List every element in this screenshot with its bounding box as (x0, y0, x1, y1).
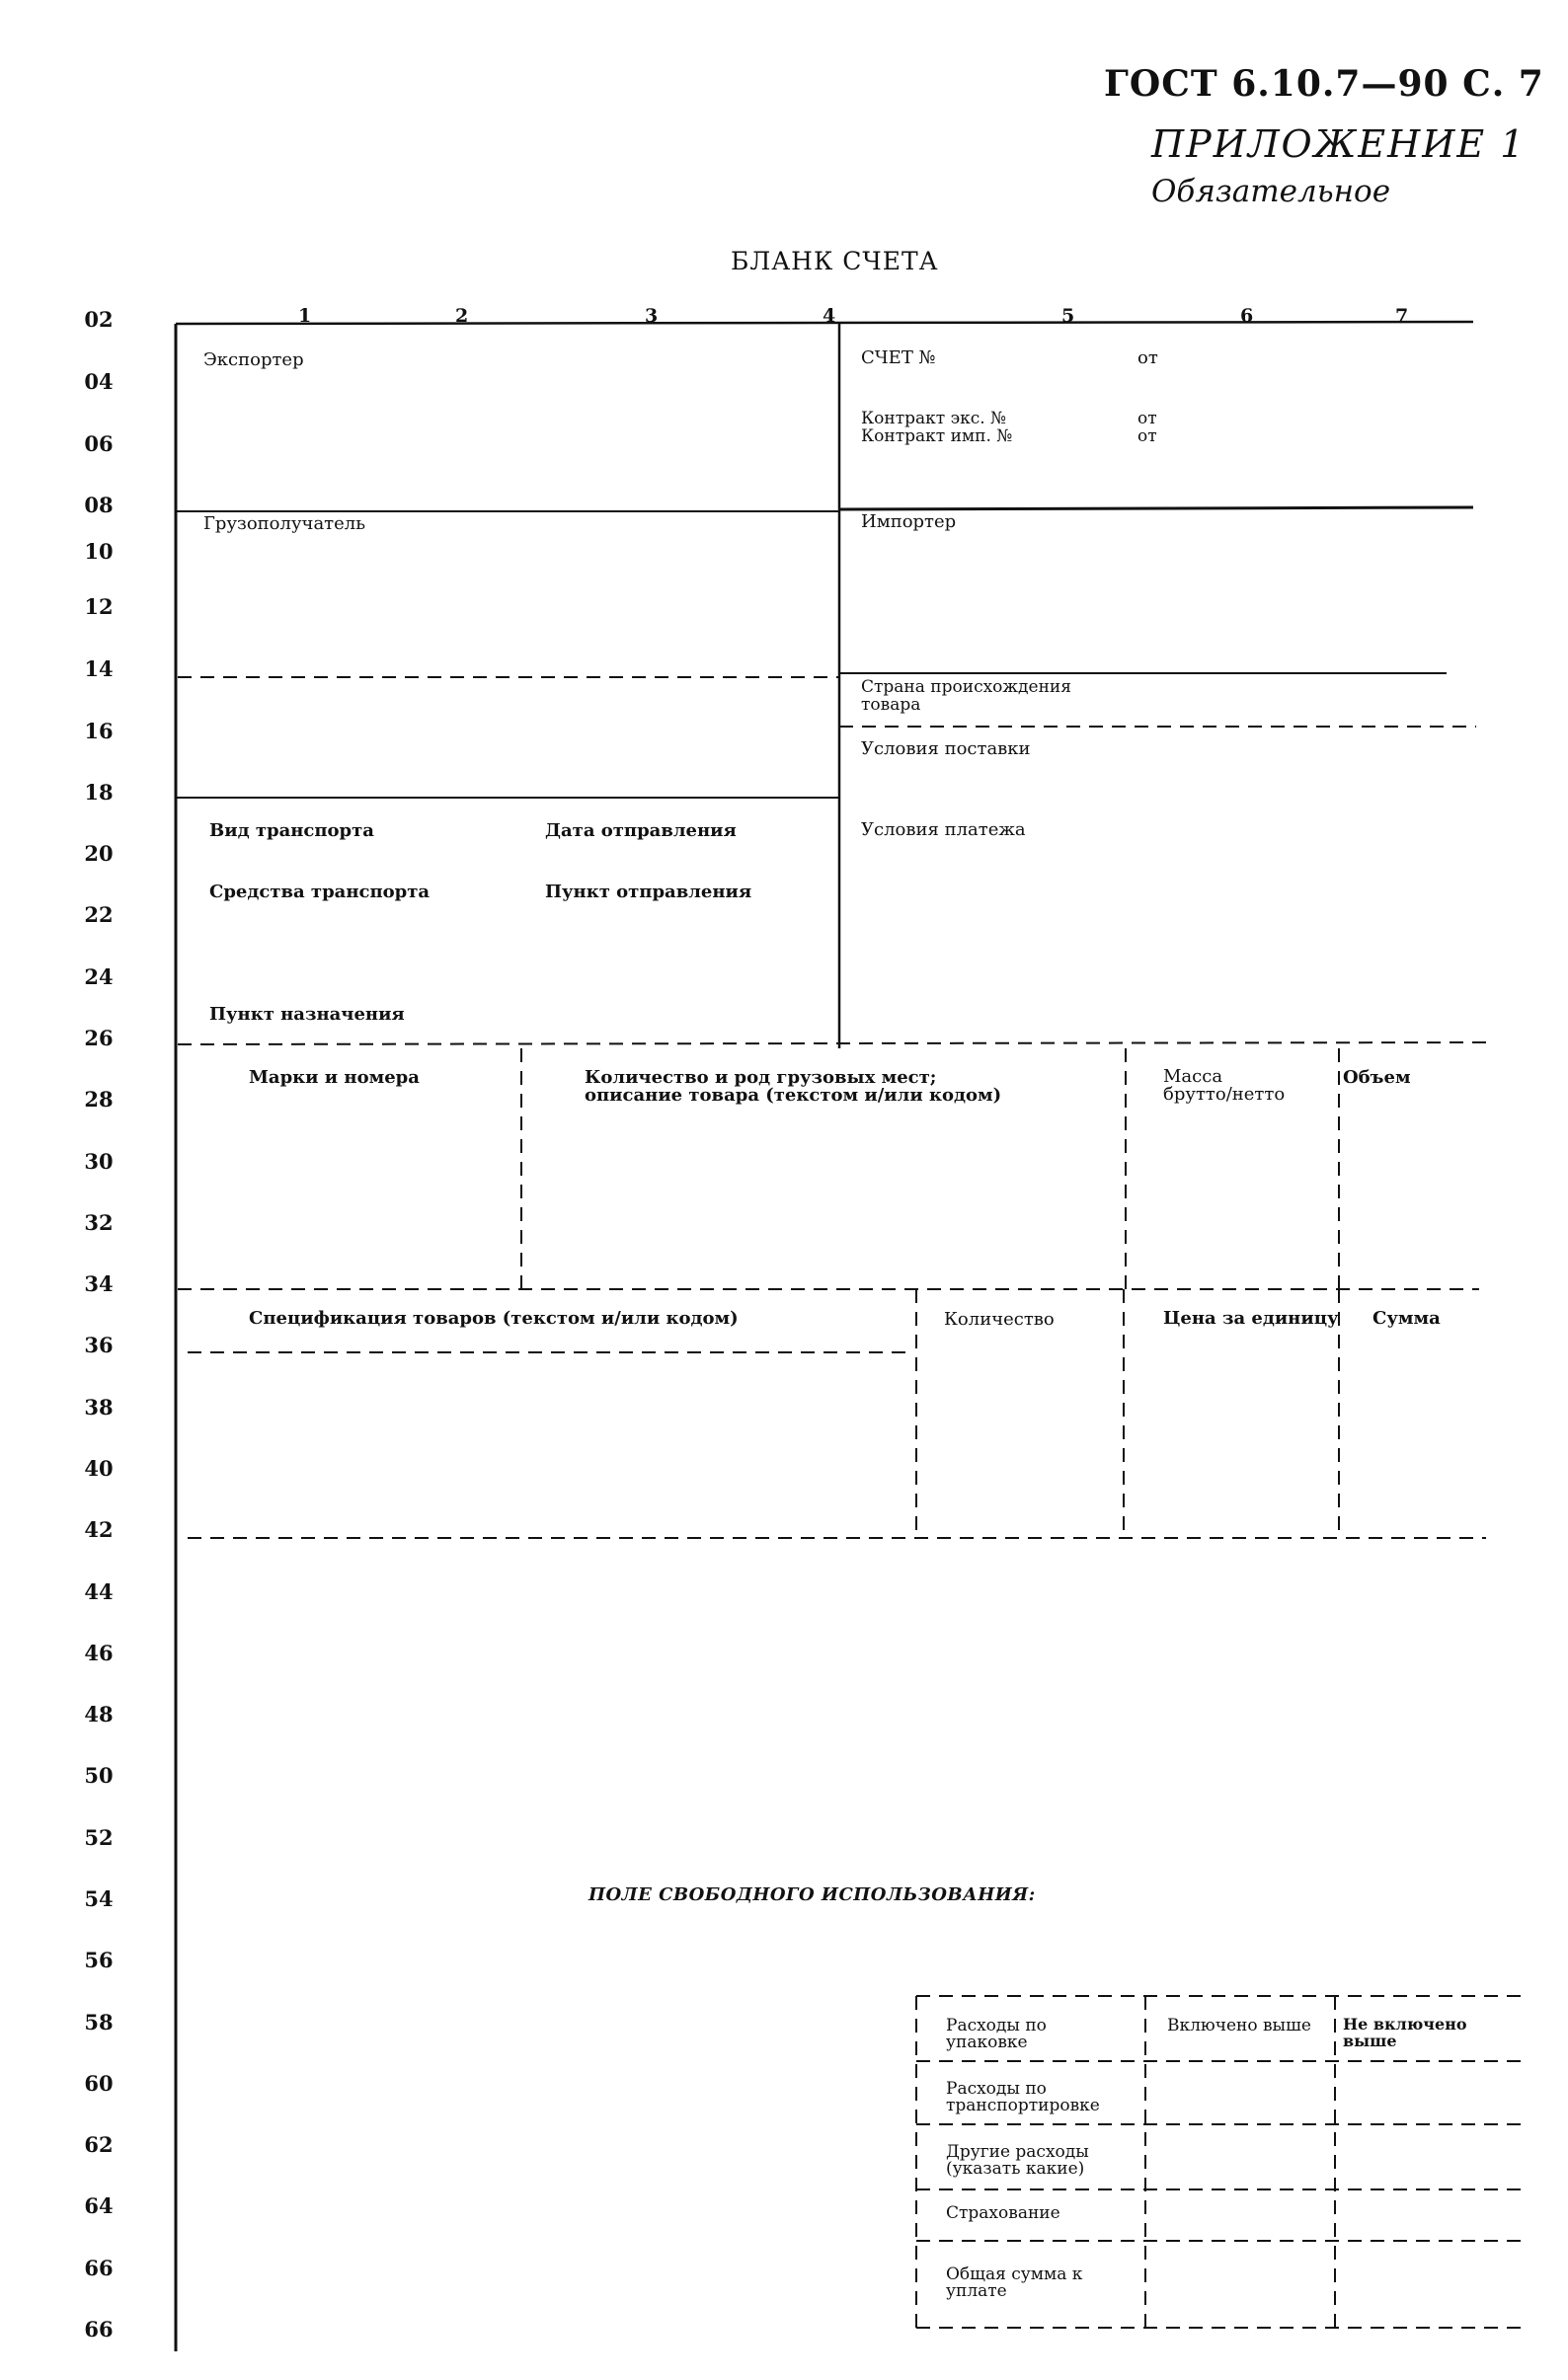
row-number: 18 (84, 780, 114, 805)
row-number: 52 (84, 1825, 114, 1850)
col-quantity: Количество (944, 1309, 1055, 1330)
field-contract-export: Контракт экс. № (861, 409, 1007, 428)
charges-col-included: Включено выше (1167, 2016, 1311, 2035)
field-contract-import-date: от (1137, 426, 1157, 446)
column-number: 1 (298, 305, 312, 327)
field-transport-type: Вид транспорта (209, 820, 374, 841)
row-number: 64 (84, 2193, 114, 2218)
field-payment-terms: Условия платежа (861, 819, 1026, 840)
column-number: 3 (645, 305, 659, 327)
appendix-status: Обязательное (1151, 174, 1391, 209)
row-number: 02 (84, 307, 114, 332)
charges-row-label-line2: уплате (946, 2281, 1007, 2301)
row-number: 58 (84, 2010, 114, 2035)
row-number: 54 (84, 1886, 114, 1911)
charges-col-not-included-line2: выше (1343, 2032, 1397, 2050)
charges-row-label-line2: (указать какие) (946, 2159, 1085, 2179)
column-number: 7 (1395, 305, 1409, 327)
row-number: 08 (84, 493, 114, 517)
row-number: 40 (84, 1456, 114, 1481)
free-use-field-label: ПОЛЕ СВОБОДНОГО ИСПОЛЬЗОВАНИЯ: (588, 1884, 1036, 1905)
field-importer: Импортер (861, 511, 957, 532)
row-number: 28 (84, 1087, 114, 1112)
row-number: 46 (84, 1641, 114, 1665)
col-specification: Спецификация товаров (текстом и/или кодом) (249, 1308, 739, 1329)
field-contract-import: Контракт имп. № (861, 426, 1013, 446)
row-number: 06 (84, 431, 114, 456)
row-number: 12 (84, 594, 114, 619)
column-number: 6 (1240, 305, 1254, 327)
col-goods-description: Количество и род грузовых мест; (585, 1067, 937, 1088)
field-destination: Пункт назначения (209, 1004, 405, 1025)
column-number: 4 (823, 305, 836, 327)
row-number: 14 (84, 656, 114, 681)
column-number: 5 (1061, 305, 1075, 327)
row-number: 32 (84, 1210, 114, 1235)
form-title: БЛАНК СЧЕТА (731, 247, 939, 275)
row-number: 56 (84, 1948, 114, 1972)
charges-row-label: Расходы по (946, 2016, 1047, 2035)
charges-row-label: Другие расходы (946, 2142, 1089, 2162)
col-goods-description-line2: описание товара (текстом и/или кодом) (585, 1085, 1002, 1106)
col-mass: Масса (1163, 1066, 1223, 1087)
col-volume: Объем (1343, 1067, 1411, 1088)
appendix-title: ПРИЛОЖЕНИЕ 1 (1151, 122, 1527, 166)
col-sum: Сумма (1372, 1308, 1441, 1329)
col-unit-price: Цена за единицу (1163, 1308, 1339, 1329)
field-transport-means: Средства транспорта (209, 882, 431, 902)
row-number: 66 (84, 2317, 114, 2342)
row-number: 42 (84, 1517, 114, 1542)
row-number: 22 (84, 902, 114, 927)
field-dispatch-date: Дата отправления (545, 820, 737, 841)
document-code: ГОСТ 6.10.7—90 С. 7 (1104, 63, 1544, 105)
charges-row-label: Расходы по (946, 2079, 1047, 2099)
column-number: 2 (455, 305, 469, 327)
row-number: 48 (84, 1702, 114, 1727)
row-number: 04 (84, 369, 114, 394)
charges-col-not-included: Не включено (1343, 2015, 1467, 2034)
field-consignee: Грузополучатель (203, 513, 366, 534)
field-delivery-terms: Условия поставки (861, 738, 1031, 759)
row-number: 16 (84, 719, 114, 743)
field-exporter: Экспортер (203, 349, 304, 370)
charges-row-label-line2: упаковке (946, 2033, 1028, 2052)
charges-row-label: Страхование (946, 2203, 1060, 2223)
row-number: 10 (84, 539, 114, 564)
field-origin-country-line2: товара (861, 695, 921, 715)
col-marks-numbers: Марки и номера (249, 1067, 420, 1088)
row-number: 62 (84, 2132, 114, 2157)
row-number: 24 (84, 964, 114, 989)
col-mass-line2: брутто/нетто (1163, 1084, 1286, 1105)
field-contract-export-date: от (1137, 409, 1157, 428)
row-number: 30 (84, 1149, 114, 1174)
field-invoice-number: СЧЕТ № (861, 347, 936, 368)
row-number: 50 (84, 1763, 114, 1788)
field-invoice-date-label: от (1137, 347, 1158, 368)
row-number: 66 (84, 2256, 114, 2280)
charges-row-label-line2: транспортировке (946, 2096, 1100, 2115)
row-number: 26 (84, 1026, 114, 1050)
row-number: 60 (84, 2071, 114, 2096)
row-number: 36 (84, 1333, 114, 1357)
row-number: 44 (84, 1579, 114, 1604)
row-number: 34 (84, 1271, 114, 1296)
row-number: 38 (84, 1395, 114, 1420)
field-dispatch-point: Пункт отправления (545, 882, 752, 902)
field-origin-country: Страна происхождения (861, 677, 1071, 697)
charges-row-label: Общая сумма к (946, 2265, 1083, 2284)
row-number: 20 (84, 841, 114, 866)
